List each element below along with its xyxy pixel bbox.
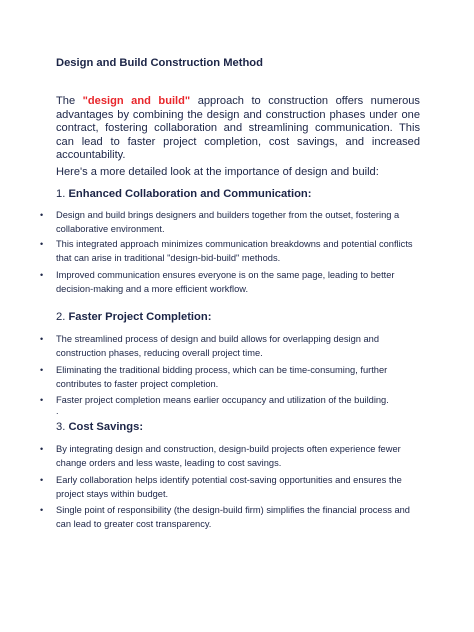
- document-title: Design and Build Construction Method: [56, 57, 263, 69]
- list-item: This integrated approach minimizes communication breakdowns and potential conflicts that can arise in traditional "design-bid-build" methods.: [56, 239, 413, 264]
- section-heading: [56, 421, 143, 433]
- section-heading: [56, 188, 311, 200]
- bullet-marker: •: [40, 239, 44, 249]
- bullet-marker: •: [40, 505, 44, 515]
- bullet-marker: •: [40, 395, 44, 405]
- section-number: 3.: [56, 421, 66, 433]
- list-item: Faster project completion means earlier occupancy and utilization of the building.: [56, 395, 389, 405]
- section-title: Cost Savings:: [68, 421, 144, 433]
- bullet-marker: •: [40, 444, 44, 454]
- bullet-marker: •: [40, 365, 44, 375]
- list-item: Eliminating the traditional bidding process, which can be time-consuming, further contributes to faster project completion.: [56, 365, 388, 390]
- section-number: 1.: [56, 188, 66, 200]
- section-title: Faster Project Completion:: [68, 311, 212, 323]
- list-item: Design and build brings designers and builders together from the outset, fostering a collaborative environment.: [56, 210, 400, 235]
- list-item: By integrating design and construction, design-build projects often experience fewer change orders and less waste, leading to cost savings.: [56, 444, 401, 469]
- list-item: The streamlined process of design and build allows for overlapping design and construction phases, reducing overall project time.: [56, 334, 380, 359]
- intro-paragraph: [56, 95, 420, 163]
- intro-highlight: "design and build": [82, 95, 191, 107]
- lead-sentence: Here's a more detailed look at the importance of design and build:: [56, 166, 379, 178]
- bullet-marker: •: [40, 334, 44, 344]
- list-item: Improved communication ensures everyone is on the same page, leading to better decision-making and a more efficient workflow.: [56, 270, 395, 295]
- section-number: 2.: [56, 311, 66, 323]
- section-heading: [56, 311, 211, 323]
- intro-before: The: [56, 95, 83, 107]
- section-title: Enhanced Collaboration and Communication:: [68, 188, 312, 200]
- bullet-marker: •: [40, 475, 44, 485]
- bullet-marker: •: [40, 270, 44, 280]
- bullet-marker: •: [40, 210, 44, 220]
- stray-period: .: [56, 406, 59, 416]
- intro-after: approach to construction offers numerous advantages by combining the design and construction phases under one contract, fostering collaboration and streamlining communication. This can lead to faster project completion, cost savings, and increased accountability.: [56, 95, 420, 162]
- list-item: Single point of responsibility (the design-build firm) simplifies the financial process and can lead to greater cost transparency.: [56, 505, 410, 530]
- list-item: Early collaboration helps identify potential cost-saving opportunities and ensures the project stays within budget.: [56, 475, 402, 500]
